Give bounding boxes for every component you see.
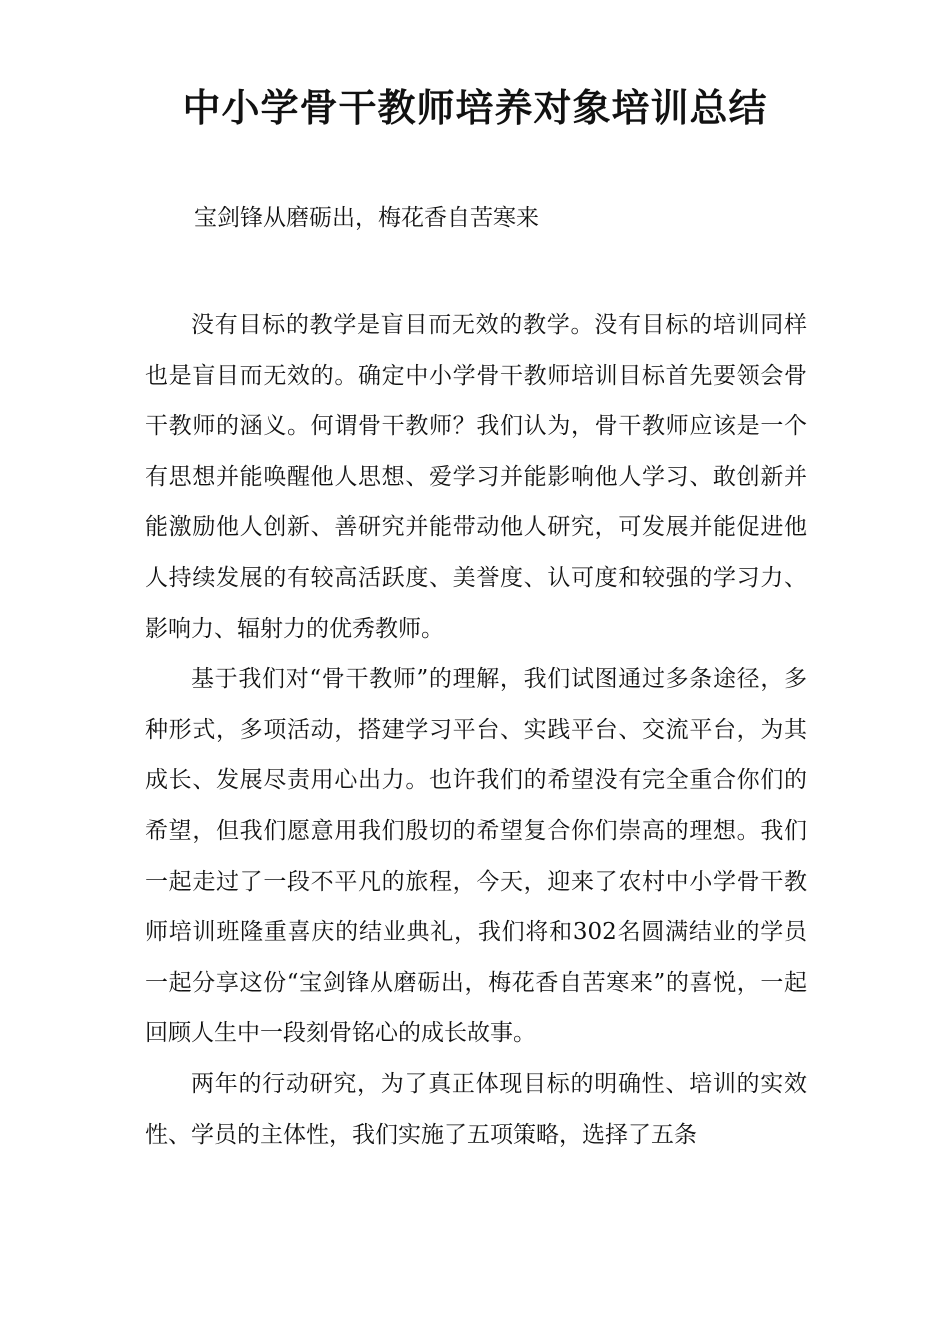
document-body <box>145 300 807 1160</box>
document-subtitle: 宝剑锋从磨砺出，梅花香自苦寒来 <box>194 205 539 231</box>
paragraph-1: 没有目标的教学是盲目而无效的教学。没有目标的培训同样也是盲目而无效的。确定中小学骨干教师培训目标首先要领会骨干教师的涵义。何谓骨干教师？我们认为，骨干教师应该是一个有思想并能唤醒他人思想、爱学习并能影响他人学习、敢创新并能激励他人创新、善研究并能带动他人研究，可发展并能促进他人持续发展的有较高活跃度、美誉度、认可度和较强的学习力、影响力、辐射力的优秀教师。 <box>145 312 807 642</box>
document-title: 中小学骨干教师培养对象培训总结 <box>182 85 768 130</box>
paragraph-3: 两年的行动研究，为了真正体现目标的明确性、培训的实效性、学员的主体性，我们实施了五项策略，选择了五条 <box>145 1070 807 1148</box>
paragraph-2: 基于我们对“骨干教师”的理解，我们试图通过多条途径，多种形式，多项活动，搭建学习平台、实践平台、交流平台，为其成长、发展尽责用心出力。也许我们的希望没有完全重合你们的希望，但我们愿意用我们殷切的希望复合你们崇高的理想。我们一起走过了一段不平凡的旅程，今天，迎来了农村中小学骨干教师培训班隆重喜庆的结业典礼，我们将和302名圆满结业的学员一起分享这份“宝剑锋从磨砺出，梅花香自苦寒来”的喜悦，一起回顾人生中一段刻骨铭心的成长故事。 <box>145 666 807 1047</box>
